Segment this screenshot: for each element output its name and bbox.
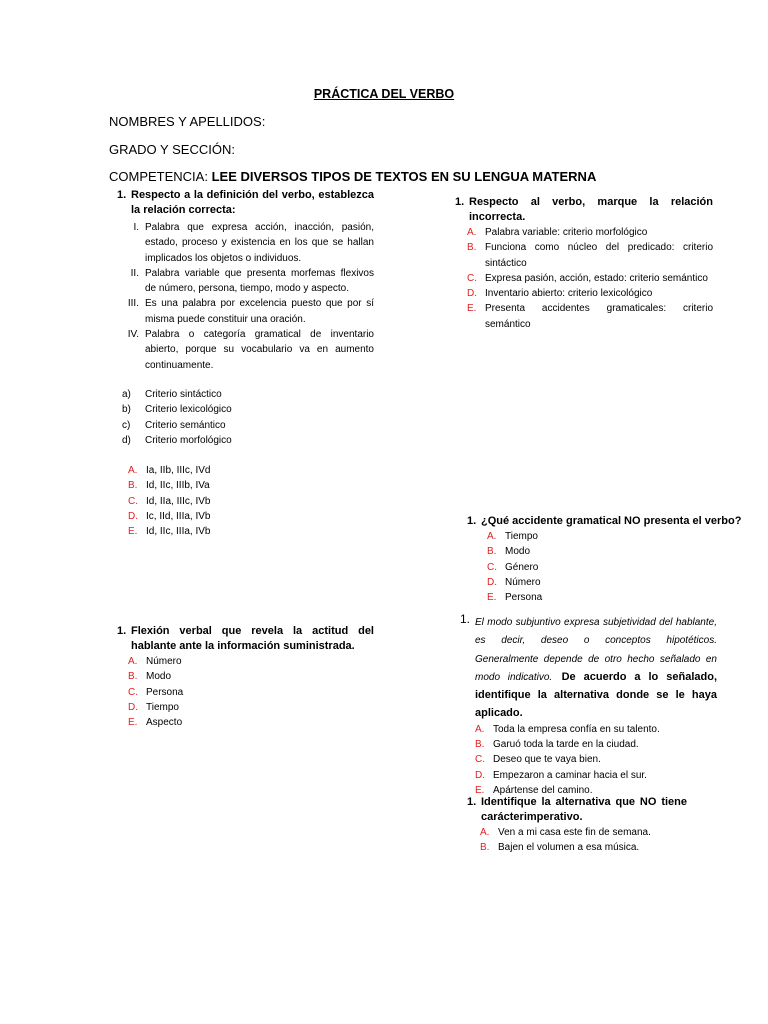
question-text: De acuerdo a lo señalado, identifique la alternativa donde se le haya aplicado. <box>475 670 717 720</box>
option-d[interactable]: D. Empezaron a caminar hacia el sur. <box>475 769 647 781</box>
option-a[interactable]: A. Palabra variable: criterio morfológico <box>467 227 648 238</box>
option-b[interactable]: B. Garuó toda la tarde en la ciudad. <box>475 739 639 751</box>
question-4 <box>117 624 374 730</box>
question-4-options <box>128 654 374 730</box>
option-a[interactable]: A. Toda la empresa confía en su talento. <box>475 723 660 735</box>
option-d[interactable]: D. Ic, IId, IIIa, IVb <box>128 510 211 522</box>
question-number: 1. <box>455 196 465 208</box>
question-text: Respecto al verbo, marque la relación incorrecta. <box>469 196 713 223</box>
question-2-header <box>455 195 713 225</box>
statement-item: I. Palabra que expresa acción, inacción, pasión, estado, proceso y existencia en los que se hallan implicados los objetos o individuos. <box>133 222 374 264</box>
competence-label: COMPETENCIA: <box>109 169 212 184</box>
question-6 <box>467 795 717 856</box>
option-a[interactable]: A. Tiempo <box>487 531 538 542</box>
question-number: 1. <box>467 796 477 808</box>
question-6-options <box>480 825 717 856</box>
question-2-options <box>467 225 713 332</box>
criteria-list <box>122 387 374 448</box>
question-number: 1. <box>460 612 471 626</box>
question-number: 1. <box>117 189 127 201</box>
question-intro: El modo subjuntivo expresa subjetividad del hablante, es decir, deseo o conceptos hipotéticos. Generalmente depende de otro hecho señalado en modo indicativo. <box>475 617 717 683</box>
question-text: ¿Qué accidente gramatical NO presenta el verbo? <box>481 515 742 527</box>
question-1 <box>117 188 374 373</box>
question-3-header <box>467 514 742 529</box>
option-e[interactable]: E. Apártense del camino. <box>475 784 593 796</box>
option-d[interactable]: D. Número <box>487 576 541 588</box>
question-5-options <box>475 722 717 798</box>
option-c[interactable]: C. Deseo que te vaya bien. <box>475 754 601 766</box>
question-1-header <box>117 188 374 218</box>
grade-field: GRADO Y SECCIÓN: <box>109 142 235 157</box>
criteria-item: a) Criterio sintáctico <box>122 389 222 400</box>
question-3 <box>467 514 742 605</box>
statements-list <box>117 220 374 373</box>
option-b[interactable]: B. Modo <box>487 546 531 558</box>
option-c[interactable]: C. Expresa pasión, acción, estado: criterio semántico <box>467 272 708 284</box>
statement-item: II. Palabra variable que presenta morfemas flexivos de número, persona, tiempo, modo y aspecto. <box>130 267 374 295</box>
question-5-header <box>460 612 717 722</box>
question-6-header <box>467 795 717 825</box>
option-d[interactable]: D. Inventario abierto: criterio lexicológico <box>467 288 653 300</box>
question-number: 1. <box>467 515 477 527</box>
names-field: NOMBRES Y APELLIDOS: <box>109 114 266 129</box>
competence-value: LEE DIVERSOS TIPOS DE TEXTOS EN SU LENGUA MATERNA <box>211 169 597 184</box>
option-a[interactable]: A. Ven a mi casa este fin de semana. <box>480 827 651 838</box>
option-b[interactable]: B. Bajen el volumen a esa música. <box>480 842 640 854</box>
question-text: Flexión verbal que revela la actitud del hablante ante la información suministrada. <box>131 625 374 652</box>
option-c[interactable]: C. Id, IIa, IIIc, IVb <box>128 495 211 507</box>
statement-item: III. Es una palabra por excelencia puesto que por sí misma puede constituir una oración. <box>127 298 374 325</box>
option-e[interactable]: E. Presenta accidentes gramaticales: criterio semántico <box>467 303 713 330</box>
statement-item: IV. Palabra o categoría gramatical de inventario abierto, porque su vocabulario va en aumento continuamente. <box>127 329 374 371</box>
criteria-item: d) Criterio morfológico <box>122 434 232 446</box>
option-b[interactable]: B. Id, IIc, IIIb, IVa <box>128 480 210 492</box>
question-number: 1. <box>117 625 127 637</box>
question-5 <box>460 612 717 798</box>
competence-field <box>109 169 596 184</box>
option-c[interactable]: C. Género <box>487 561 539 573</box>
option-c[interactable]: C. Persona <box>128 686 184 698</box>
option-d[interactable]: D. Tiempo <box>128 701 179 713</box>
option-b[interactable]: B. Funciona como núcleo del predicado: criterio sintáctico <box>467 242 713 269</box>
question-3-options <box>487 529 727 605</box>
option-a[interactable]: A. Número <box>128 656 182 667</box>
option-b[interactable]: B. Modo <box>128 671 172 683</box>
option-e[interactable]: E. Persona <box>487 592 543 604</box>
question-1-options <box>128 463 374 539</box>
question-4-header <box>117 624 374 654</box>
question-text: Identifique la alternativa que NO tiene carácterimperativo. <box>481 796 687 823</box>
page-title: PRÁCTICA DEL VERBO <box>313 87 455 101</box>
option-e[interactable]: E. Aspecto <box>128 717 183 729</box>
question-text: Respecto a la definición del verbo, establezca la relación correcta: <box>131 189 374 216</box>
question-2 <box>455 195 713 332</box>
criteria-item: b) Criterio lexicológico <box>122 404 232 416</box>
criteria-item: c) Criterio semántico <box>122 419 226 431</box>
option-a[interactable]: A. Ia, IIb, IIIc, IVd <box>128 465 211 476</box>
option-e[interactable]: E. Id, IIc, IIIa, IVb <box>128 526 211 538</box>
